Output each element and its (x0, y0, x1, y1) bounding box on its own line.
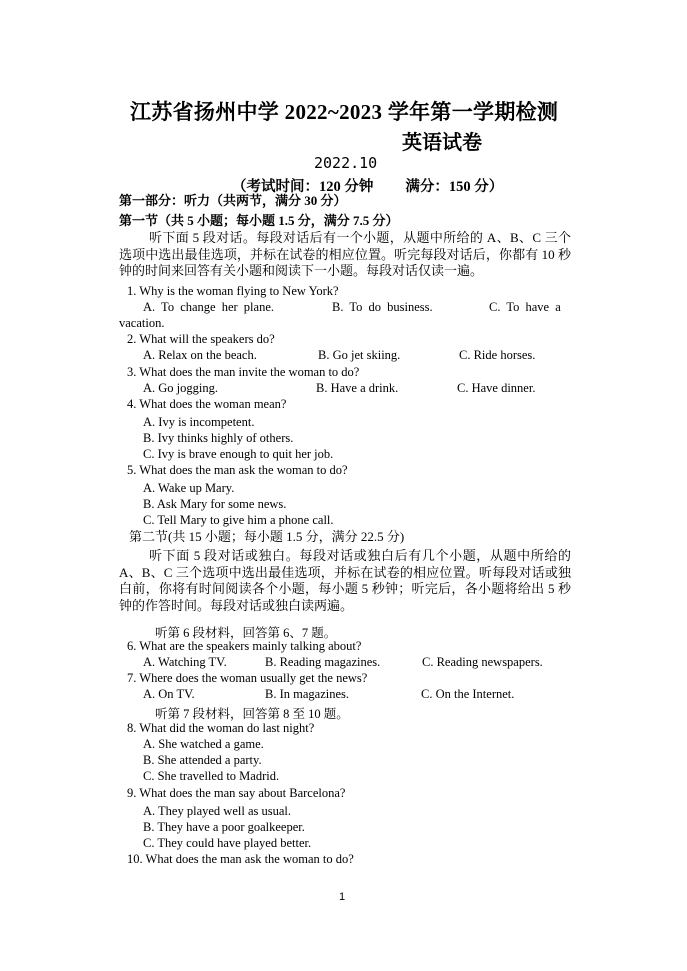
q4-option-b: B. Ivy thinks highly of others. (143, 431, 294, 445)
listen-material-7: 听第 7 段材料，回答第 8 至 10 题。 (155, 707, 349, 721)
q3-option-b: B. Have a drink. (316, 381, 399, 395)
section2-instructions: 听下面 5 段对话或独白。每段对话或独白后有几个小题，从题中所给的 A、B、C 三个选项中选出最佳选项，并标在试卷的相应位置。听每段对话或独白前，你将有时间阅读各个小题，每小题 5 秒钟；听完后，各小题将给出 5 秒钟的作答时间。每段对话或独白读两遍。 (119, 548, 571, 613)
q4-option-a: A. Ivy is incompetent. (143, 415, 255, 429)
q6-option-c: C. Reading newspapers. (422, 655, 543, 669)
question-9: 9. What does the man say about Barcelona? (127, 786, 346, 800)
exam-score: 满分：150 分） (405, 179, 504, 195)
part1-heading: 第一部分：听力（共两节，满分 30 分） (119, 193, 347, 208)
listen-material-6: 听第 6 段材料，回答第 6、7 题。 (155, 626, 337, 640)
q6-option-b: B. Reading magazines. (265, 655, 381, 669)
question-10: 10. What does the man ask the woman to do? (127, 852, 354, 866)
section1-heading: 第一节（共 5 小题；每小题 1.5 分，满分 7.5 分） (119, 213, 399, 228)
section2-heading: 第二节(共 15 小题；每小题 1.5 分，满分 22.5 分) (129, 529, 405, 544)
exam-date: 2022.10 (314, 154, 378, 172)
q9-option-c: C. They could have played better. (143, 836, 312, 850)
question-4: 4. What does the woman mean? (127, 397, 287, 411)
q7-option-b: B. In magazines. (265, 687, 350, 701)
q2-option-a: A. Relax on the beach. (143, 348, 257, 362)
question-7: 7. Where does the woman usually get the news? (127, 671, 368, 685)
question-8: 8. What did the woman do last night? (127, 721, 315, 735)
q8-option-c: C. She travelled to Madrid. (143, 769, 280, 783)
page-number: 1 (339, 891, 346, 903)
question-3: 3. What does the man invite the woman to do? (127, 365, 360, 379)
question-5: 5. What does the man ask the woman to do? (127, 463, 348, 477)
exam-title: 江苏省扬州中学 2022~2023 学年第一学期检测 (130, 100, 559, 124)
q5-option-a: A. Wake up Mary. (143, 481, 235, 495)
q3-option-c: C. Have dinner. (457, 381, 536, 395)
question-2: 2. What will the speakers do? (127, 332, 275, 346)
q2-option-b: B. Go jet skiing. (318, 348, 401, 362)
question-6: 6. What are the speakers mainly talking about? (127, 639, 362, 653)
q1-option-a: A. To change her plane. (143, 300, 274, 314)
q5-option-c: C. Tell Mary to give him a phone call. (143, 513, 334, 527)
q8-option-a: A. She watched a game. (143, 737, 264, 751)
q9-option-a: A. They played well as usual. (143, 804, 291, 818)
q7-option-a: A. On TV. (143, 687, 195, 701)
q7-option-c: C. On the Internet. (421, 687, 515, 701)
q2-option-c: C. Ride horses. (459, 348, 536, 362)
q1-option-b: B. To do business. (332, 300, 433, 314)
q1-option-c: C. To have a (489, 300, 561, 314)
q9-option-b: B. They have a poor goalkeeper. (143, 820, 305, 834)
q5-option-b: B. Ask Mary for some news. (143, 497, 287, 511)
section1-instructions: 听下面 5 段对话。每段对话后有一个小题，从题中所给的 A、B、C 三个选项中选出最佳选项，并标在试卷的相应位置。听完每段对话后，你都有 10 秒钟的时间来回答有关小题和阅读下一小题。每段对话仅读一遍。 (119, 230, 571, 278)
exam-time: （考试时间：120 分钟 (232, 179, 374, 195)
exam-subtitle: 英语试卷 (402, 132, 482, 154)
q4-option-c: C. Ivy is brave enough to quit her job. (143, 447, 334, 461)
q8-option-b: B. She attended a party. (143, 753, 262, 767)
q1-option-c-continued: vacation. (119, 316, 165, 330)
q3-option-a: A. Go jogging. (143, 381, 218, 395)
q6-option-a: A. Watching TV. (143, 655, 227, 669)
question-1: 1. Why is the woman flying to New York? (127, 284, 339, 298)
